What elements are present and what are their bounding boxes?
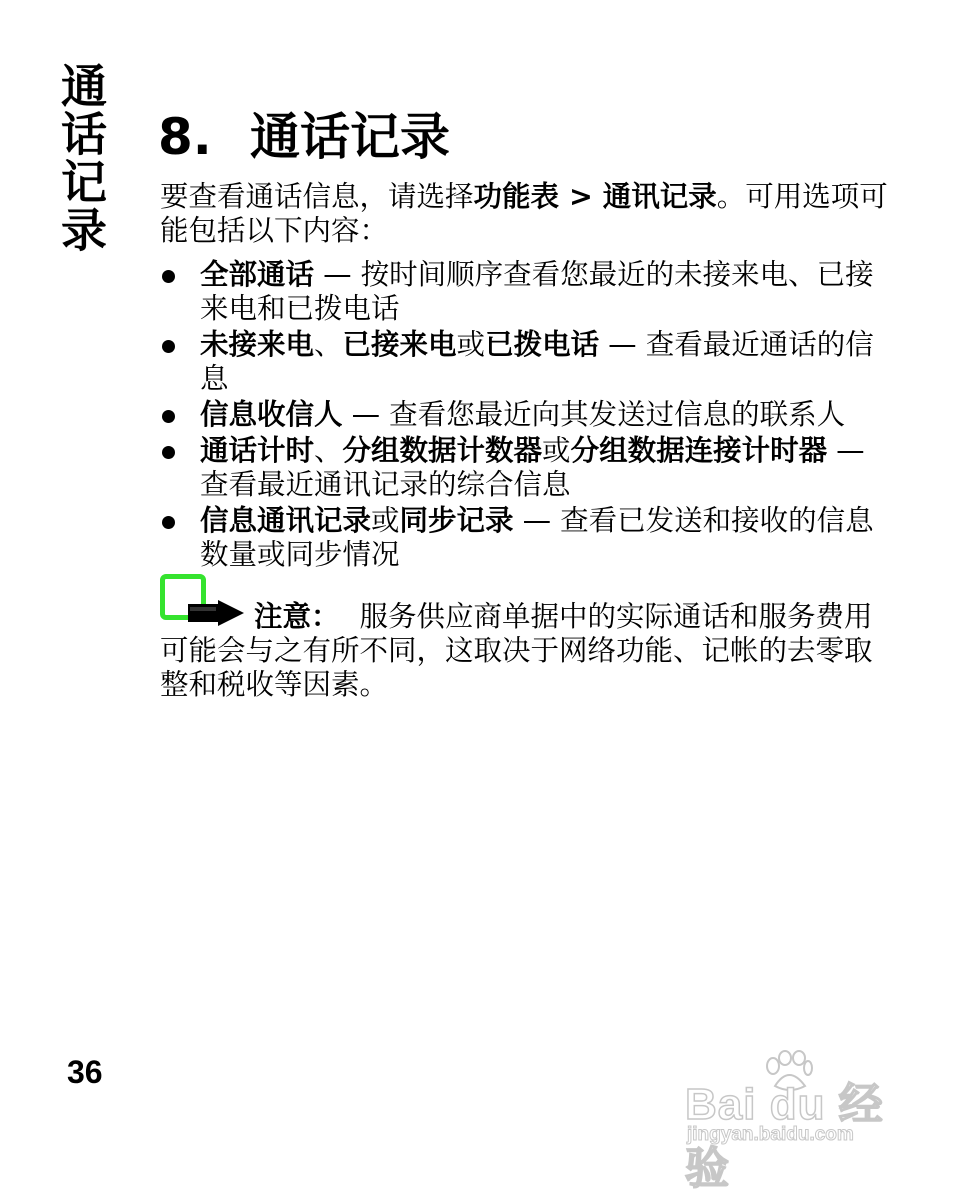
option-desc: — 查看最近通讯记录的综合信息: [200, 434, 865, 501]
option-sep: 或: [542, 434, 571, 467]
pointing-hand-icon: [188, 600, 244, 626]
bullet-icon: [162, 516, 175, 529]
page-content: [160, 180, 890, 702]
intro-paragraph: [160, 180, 890, 248]
list-item: [160, 328, 890, 396]
note-paragraph: [160, 574, 890, 702]
option-term: 信息收信人: [200, 398, 343, 431]
page-number: 36: [67, 1054, 103, 1090]
option-desc: — 查看已发送和接收的信息数量或同步情况: [200, 504, 874, 571]
menu-path: 功能表 > 通讯记录: [473, 180, 717, 213]
bullet-icon: [162, 410, 175, 423]
option-term: 通话计时: [200, 434, 315, 467]
intro-text-2: 。可用选项可能包括以下内容：: [160, 180, 888, 247]
option-term: 全部通话: [200, 258, 315, 291]
option-desc: — 查看最近通话的信息: [200, 328, 874, 395]
side-tab-label: 通话记录: [54, 62, 108, 254]
bullet-icon: [162, 446, 175, 459]
list-item: [160, 434, 890, 502]
option-term: 未接来电: [200, 328, 315, 361]
option-term: 已拨电话: [485, 328, 600, 361]
option-term: 分组数据计数器: [342, 434, 543, 467]
option-term: 已接来电: [342, 328, 457, 361]
list-item: [160, 398, 890, 432]
chapter-number: 8.: [158, 108, 212, 166]
list-item: [160, 504, 890, 572]
intro-text-1: 要查看通话信息，请选择: [160, 180, 474, 213]
option-sep: 或: [456, 328, 486, 361]
note-text: 服务供应商单据中的实际通话和服务费用可能会与之有所不同，这取决于网络功能、记帐的去零取整和税收等因素。: [160, 600, 873, 701]
option-sep: 、: [314, 434, 343, 467]
watermark-logo: Bai du 经验: [685, 1080, 884, 1193]
options-list: [160, 258, 890, 572]
option-desc: — 按时间顺序查看您最近的未接来电、已接来电和已拨电话: [200, 258, 874, 325]
note-hand-icon: [160, 574, 254, 632]
option-term: 信息通讯记录: [200, 504, 372, 537]
bullet-icon: [162, 270, 175, 283]
option-term: 同步记录: [399, 504, 514, 537]
note-label: 注意：: [254, 600, 340, 633]
option-desc: — 查看您最近向其发送过信息的联系人: [342, 398, 846, 431]
option-sep: 、: [314, 328, 343, 361]
chapter-title: 通话记录: [250, 108, 450, 166]
list-item: [160, 258, 890, 326]
bullet-icon: [162, 340, 175, 353]
chapter-heading: [158, 110, 450, 165]
watermark-url: jingyan.baidu.com: [687, 1124, 854, 1145]
baidu-watermark: [685, 1050, 915, 1193]
option-sep: 或: [371, 504, 400, 537]
option-term: 分组数据连接计时器: [570, 434, 828, 467]
